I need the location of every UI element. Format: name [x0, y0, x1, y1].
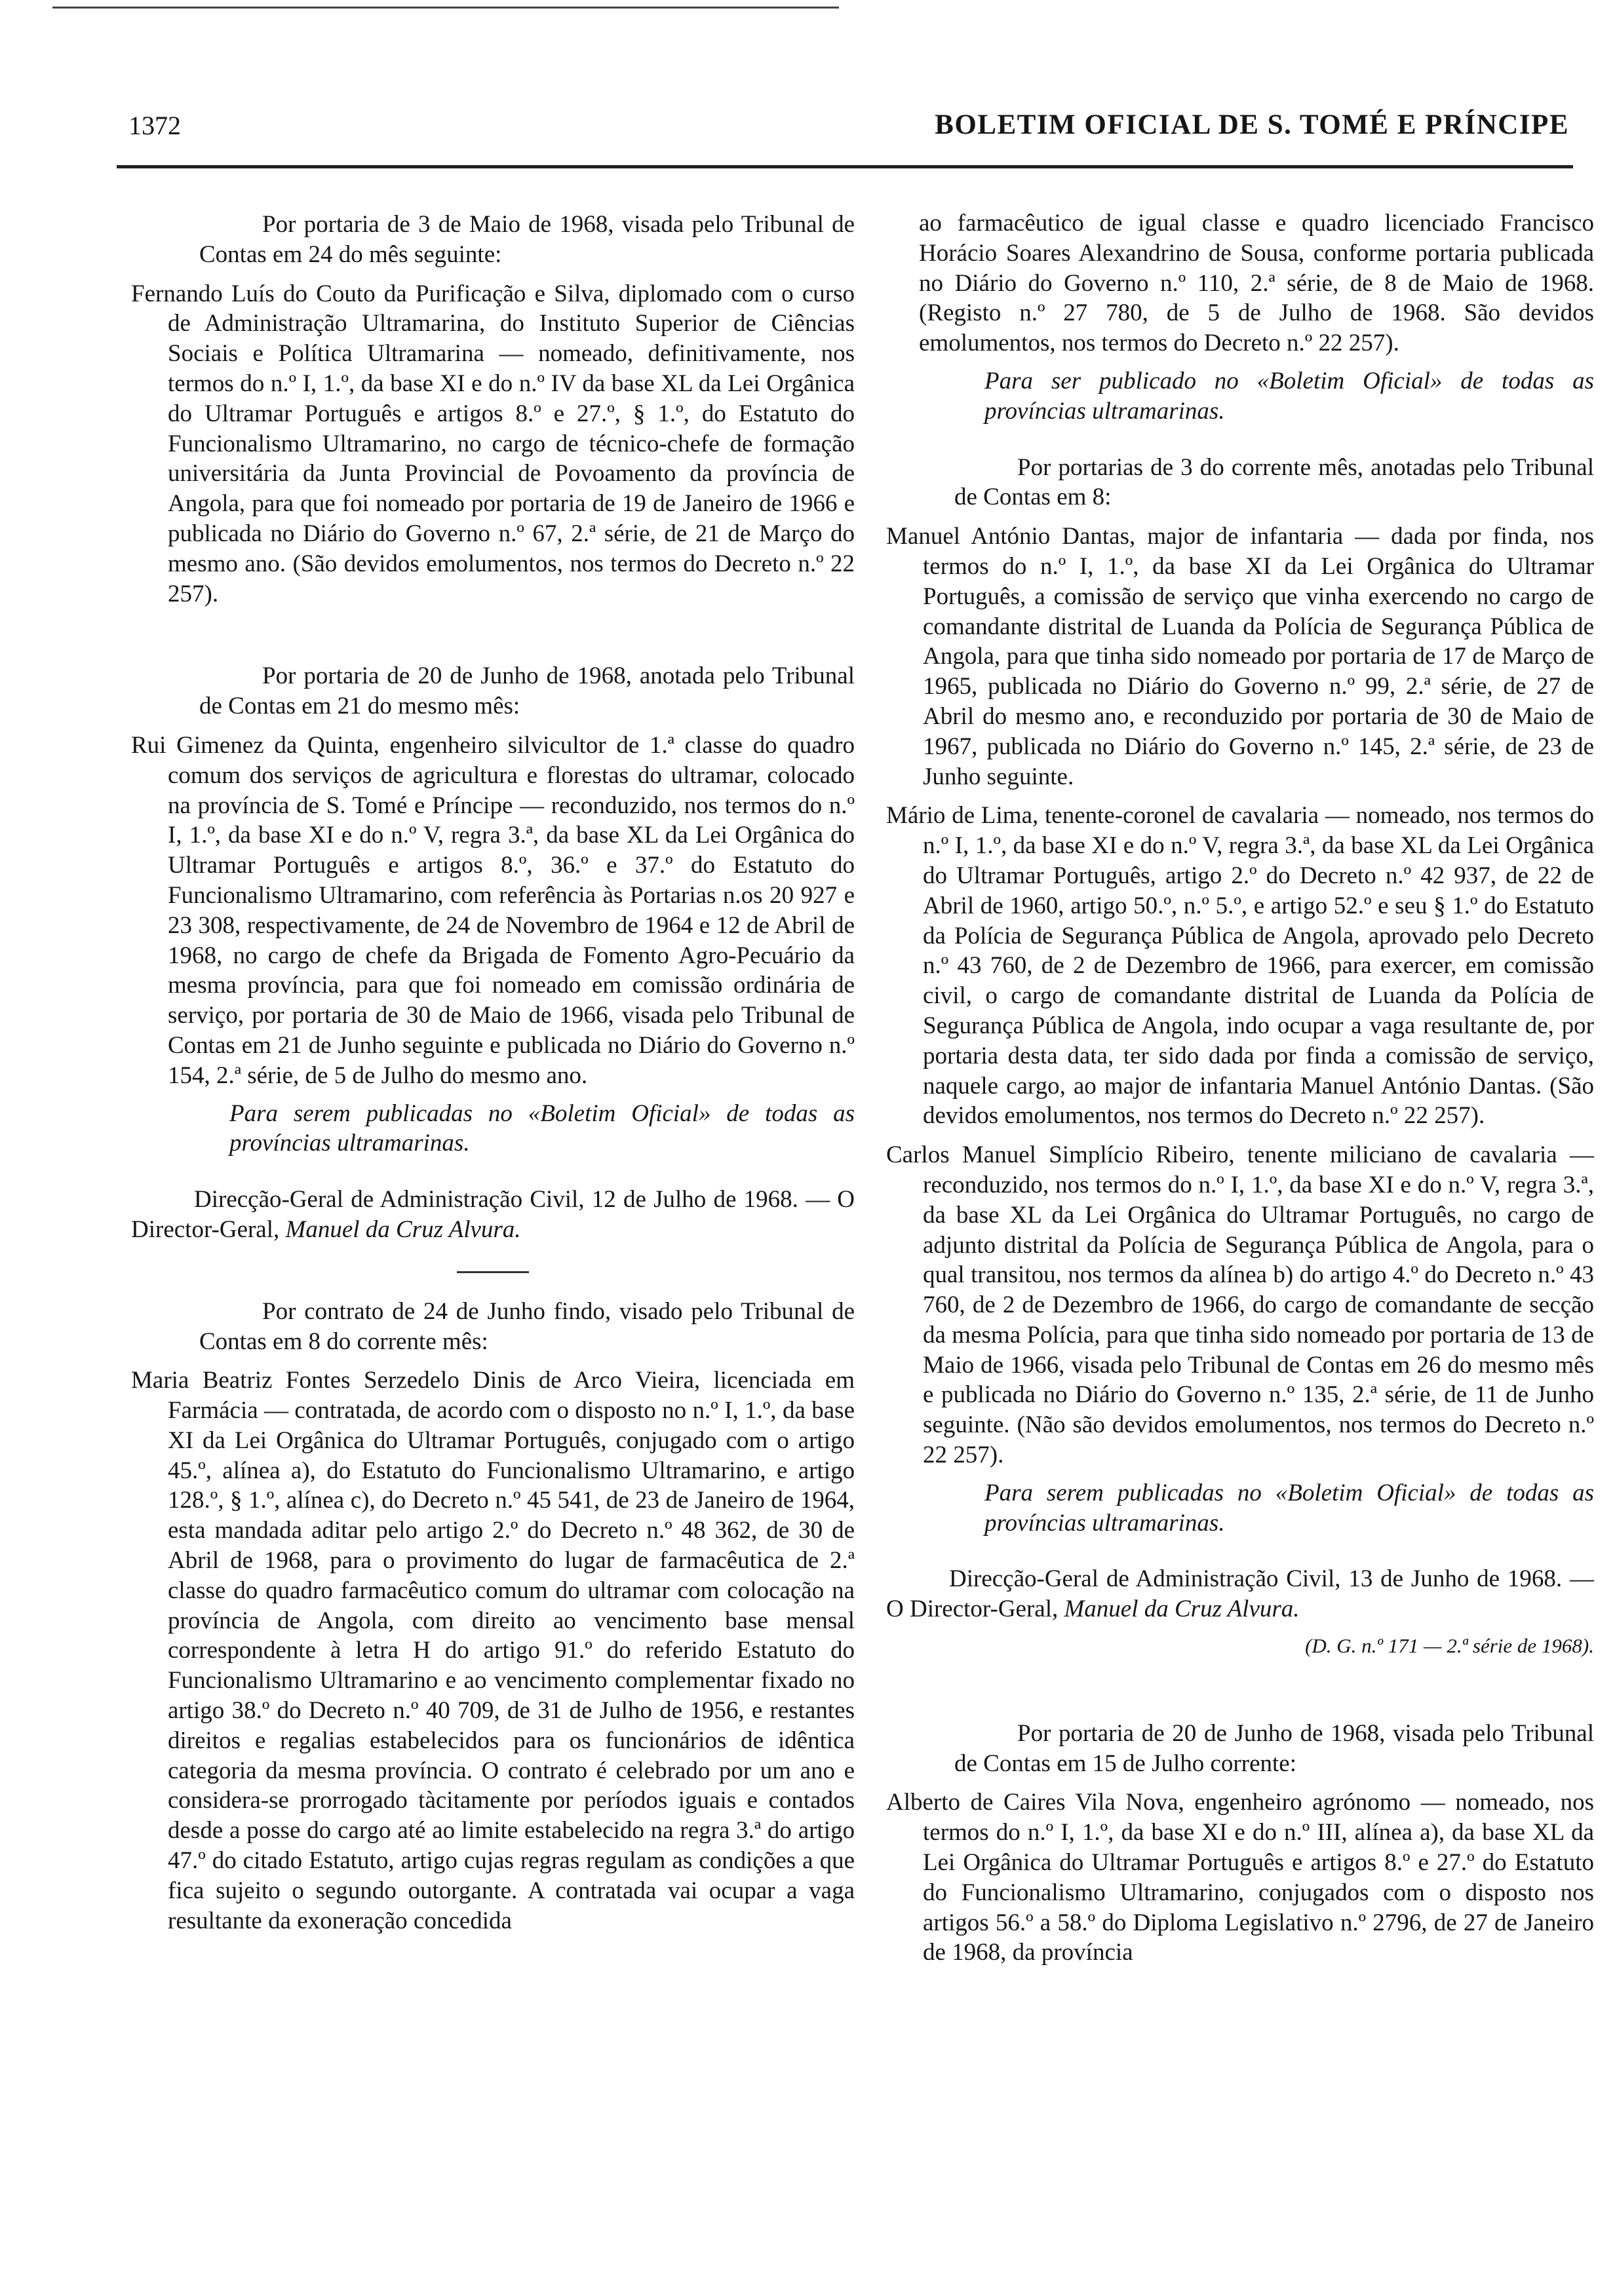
scan-artifact [52, 7, 839, 9]
signature-line [131, 1185, 855, 1245]
signature-line [886, 1564, 1594, 1624]
section-intro: Por portaria de 20 de Junho de 1968, visada pelo Tribunal de Contas em 15 de Julho corrente: [954, 1719, 1594, 1777]
header-rule [117, 165, 1573, 168]
appointment-entry: Manuel António Dantas, major de infantaria — dada por finda, nos termos do n.º I, 1.º, da base XI da Lei Orgânica do Ultramar Português, a comissão de serviço que vinha exercendo no cargo de comandante distrital de Luanda da Polícia de Segurança Pública de Angola, para que tinha sido nomeado por portaria de 17 de Março de 1965, publicada no Diário do Governo n.º 99, 2.ª série, de 27 de Abril do mesmo ano, e reconduzido por portaria de 30 de Maio de 1967, publicada no Diário do Governo n.º 145, 2.ª série, de 23 de Junho seguinte. [886, 523, 1594, 790]
signatory-name: Manuel da Cruz Alvura. [1064, 1596, 1300, 1623]
section-intro: Por portarias de 3 do corrente mês, anotadas pelo Tribunal de Contas em 8: [954, 453, 1594, 511]
running-title: BOLETIM OFICIAL DE S. TOMÉ E PRÍNCIPE [935, 109, 1569, 140]
appointment-entry: Carlos Manuel Simplício Ribeiro, tenente miliciano de cavalaria — reconduzido, nos termos do n.º I, 1.º, da base XI e do n.º V, regra 3.ª, da base XL da Lei Orgânica do Ultramar Português, no cargo de adjunto distrital da Polícia de Segurança Pública de Angola, para o qual transitou, nos termos da alínea b) do artigo 4.º do Decreto n.º 43 760, de 2 de Dezembro de 1966, do cargo de comandante de secção da mesma Polícia, para que tinha sido nomeado por portaria de 13 de Maio de 1966, visada pelo Tribunal de Contas em 26 do mesmo mês e publicada no Diário do Governo n.º 135, 2.ª série, de 11 de Junho seguinte. (Não são devidos emolumentos, nos termos do Decreto n.º 22 257). [886, 1141, 1594, 1469]
section-intro: Por portaria de 3 de Maio de 1968, visada pelo Tribunal de Contas em 24 do mês seguinte: [199, 211, 855, 268]
publication-note: Para serem publicadas no «Boletim Oficial» de todas as províncias ultramarinas. [229, 1100, 855, 1157]
page-number: 1372 [128, 111, 181, 140]
diario-reference: (D. G. n.º 171 — 2.ª série de 1968). [1305, 1634, 1594, 1658]
publication-note: Para ser publicado no «Boletim Oficial» de todas as províncias ultramarinas. [984, 367, 1594, 425]
appointment-entry: Rui Gimenez da Quinta, engenheiro silvicultor de 1.ª classe do quadro comum dos serviços de agricultura e florestas do ultramar, colocado na província de S. Tomé e Príncipe — reconduzido, nos termos do n.º I, 1.º, da base XI e do n.º V, regra 3.ª, da base XL da Lei Orgânica do Ultramar Português e artigos 8.º, 36.º e 37.º do Estatuto do Funcionalismo Ultramarino, com referência às Portarias n.os 20 927 e 23 308, respectivamente, de 24 de Novembro de 1964 e 12 de Abril de 1968, no cargo de chefe da Brigada de Fomento Agro-Pecuário da mesma província, para que foi nomeado em comissão ordinária de serviço, por portaria de 30 de Maio de 1966, visada pelo Tribunal de Contas em 21 de Junho seguinte e publicada no Diário do Governo n.º 154, 2.ª série, de 5 de Julho do mesmo ano. [131, 731, 855, 1089]
contract-entry-continued: ao farmacêutico de igual classe e quadro licenciado Francisco Horácio Soares Alexandrino de Sousa, conforme portaria publicada no Diário do Governo n.º 110, 2.ª série, de 8 de Maio de 1968. (Registo n.º 27 780, de 5 de Julho de 1968. São devidos emolumentos, nos termos do Decreto n.º 22 257). [919, 210, 1594, 357]
publication-note: Para serem publicadas no «Boletim Oficial» de todas as províncias ultramarinas. [984, 1479, 1594, 1537]
appointment-entry: Fernando Luís do Couto da Purificação e Silva, diplomado com o curso de Administração Ultramarina, do Instituto Superior de Ciências Sociais e Política Ultramarina — nomeado, definitivamente, nos termos do n.º I, 1.º, da base XI e do n.º IV da base XL da Lei Orgânica do Ultramar Português e artigos 8.º e 27.º, § 1.º, do Estatuto do Funcionalismo Ultramarino, no cargo de técnico-chefe de formação universitária da Junta Provincial de Povoamento da província de Angola, para que foi nomeado por portaria de 19 de Janeiro de 1966 e publicada no Diário do Governo n.º 67, 2.ª série, de 21 de Março do mesmo ano. (São devidos emolumentos, nos termos do Decreto n.º 22 257). [131, 280, 855, 607]
appointment-entry: Alberto de Caires Vila Nova, engenheiro agrónomo — nomeado, nos termos do n.º I, 1.º, da base XI e do n.º III, alínea a), da base XL da Lei Orgânica do Ultramar Português e artigos 8.º e 27.º do Estatuto do Funcionalismo Ultramarino, conjugados com o disposto nos artigos 56.º a 58.º do Diploma Legislativo n.º 2796, de 27 de Janeiro de 1968, da província [886, 1789, 1594, 1966]
appointment-entry: Mário de Lima, tenente-coronel de cavalaria — nomeado, nos termos do n.º I, 1.º, da base XI e do n.º V, regra 3.ª, da base XL da Lei Orgânica do Ultramar Português, artigo 2.º do Decreto n.º 42 937, de 22 de Abril de 1960, artigo 50.º, n.º 5.º, e artigo 52.º e seu § 1.º do Estatuto da Polícia de Segurança Pública de Angola, aprovado pelo Decreto n.º 43 760, de 2 de Dezembro de 1966, para exercer, em comissão civil, o cargo de comandante distrital de Luanda da Polícia de Segurança Pública de Angola, indo ocupar a vaga resultante de, por portaria desta data, ter sido dada por finda a comissão de serviço, naquele cargo, ao major de infantaria Manuel António Dantas. (São devidos emolumentos, nos termos do Decreto n.º 22 257). [886, 802, 1594, 1130]
section-intro: Por portaria de 20 de Junho de 1968, anotada pelo Tribunal de Contas em 21 do mesmo mês: [199, 662, 855, 720]
signatory-name: Manuel da Cruz Alvura. [285, 1215, 521, 1243]
section-intro: Por contrato de 24 de Junho findo, visado pelo Tribunal de Contas em 8 do corrente mês: [199, 1297, 855, 1355]
left-column [131, 210, 855, 1936]
signature-text: Direcção-Geral de Administração Civil, 13 de Junho de 1968. — O Director-Geral, [886, 1565, 1594, 1623]
signature-text: Direcção-Geral de Administração Civil, 12 de Julho de 1968. — O Director-Geral, [131, 1186, 855, 1243]
contract-entry: Maria Beatriz Fontes Serzedelo Dinis de Arco Vieira, licenciada em Farmácia — contratada, de acordo com o disposto no n.º I, 1.º, da base XI da Lei Orgânica do Ultramar Português, conjugado com o artigo 45.º, alínea a), do Estatuto do Funcionalismo Ultramarino, e artigo 128.º, § 1.º, alínea c), do Decreto n.º 45 541, de 23 de Janeiro de 1964, esta mandada aditar pelo artigo 2.º do Decreto n.º 48 362, de 30 de Abril de 1968, para o provimento do lugar de farmacêutica de 2.ª classe do quadro farmacêutico comum do ultramar com colocação na província de Angola, com direito ao vencimento base mensal correspondente à letra H do artigo 91.º do referido Estatuto do Funcionalismo Ultramarino e ao vencimento complementar fixado no artigo 38.º do Decreto n.º 40 709, de 31 de Julho de 1956, e restantes direitos e regalias estabelecidos para os funcionários de idêntica categoria da mesma província. O contrato é celebrado por um ano e considera-se prorrogado tàcitamente por períodos iguais e contados desde a posse do cargo até ao limite estabelecido na regra 3.ª do artigo 47.º do citado Estatuto, artigo cujas regras regulam as condições a que fica sujeito o segundo outorgante. A contratada vai ocupar a vaga resultante da exoneração concedida [131, 1367, 855, 1934]
right-column [886, 208, 1594, 1968]
section-separator [457, 1271, 529, 1273]
